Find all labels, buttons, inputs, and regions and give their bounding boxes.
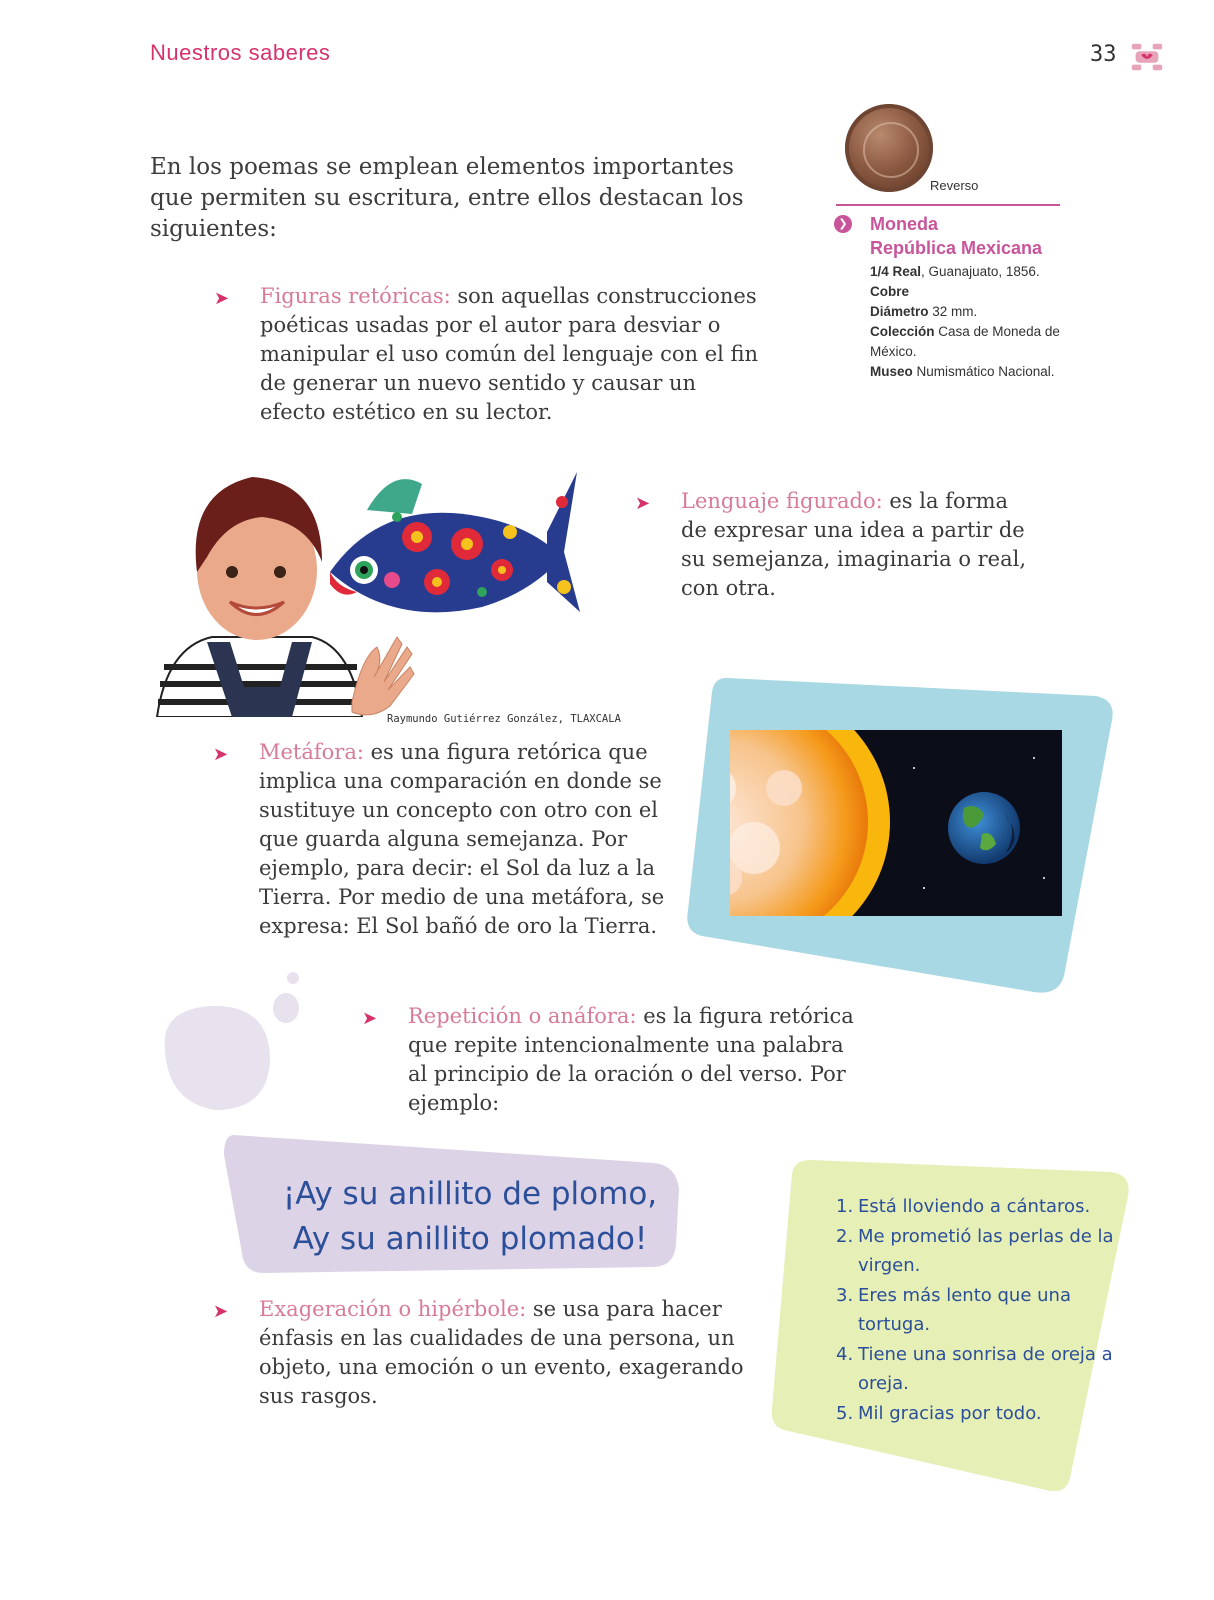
bullet-lenguaje-figurado: ➤ Lenguaje figurado: es la forma de expresar una idea a partir de su semejanza, imaginaria o real, con otra.: [635, 489, 1027, 600]
arrow-bullet-icon: ➤: [635, 493, 651, 514]
term-label: Metáfora:: [259, 740, 364, 764]
coin-side-label: Reverso: [930, 178, 979, 193]
coin-image: [845, 104, 933, 192]
illustration-caption: Raymundo Gutiérrez González, TLAXCALA: [387, 713, 621, 725]
example-verse: ¡Ay su anillito de plomo, Ay su anillito plomado!: [282, 1176, 658, 1257]
arrow-bullet-icon: ➤: [213, 744, 229, 765]
child-fish-illustration: [152, 462, 582, 717]
bullet-metafora: ➤ Metáfora: es una figura retórica que implica una comparación en donde se sustituye un concepto con otro con el que guarda alguna semejanza. Por ejemplo, para decir: el Sol da luz a la Tierra. Por medio de una metáfora, se expresa: El Sol bañó de oro la Tierra.: [213, 740, 665, 938]
page-number: 33: [1090, 42, 1117, 67]
thought-bubble-decoration: [160, 970, 310, 1115]
bullet-exageracion-hiperbole: ➤ Exageración o hipérbole: se usa para hacer énfasis en las cualidades de una persona, un objeto, una emoción o un evento, exagerando sus rasgos.: [213, 1297, 744, 1408]
list-item: 4. Tiene una sonrisa de oreja a oreja.: [836, 1343, 1113, 1394]
list-item: 5. Mil gracias por todo.: [836, 1402, 1042, 1424]
hyperbole-examples-list: [836, 1192, 1116, 1428]
divider: [836, 204, 1060, 206]
arrow-bullet-icon: ➤: [214, 288, 230, 309]
decorative-emblem-icon: [1128, 38, 1166, 76]
list-item: 1. Está lloviendo a cántaros.: [836, 1196, 1091, 1217]
term-label: Lenguaje figurado:: [681, 489, 883, 513]
chevron-right-icon: ❯: [834, 215, 852, 233]
term-label: Figuras retóricas:: [260, 284, 451, 308]
intro-paragraph: En los poemas se emplean elementos importantes que permiten su escritura, entre ellos destacan los siguientes:: [150, 154, 744, 242]
list-item: 3. Eres más lento que una tortuga.: [836, 1284, 1071, 1335]
term-label: Repetición o anáfora:: [408, 1004, 637, 1028]
arrow-bullet-icon: ➤: [362, 1008, 378, 1029]
bullet-figuras-retoricas: ➤ Figuras retóricas: son aquellas construcciones poéticas usadas por el autor para desviar o manipular el uso común del lenguaje con el fin de generar un nuevo sentido y causar un efecto estético en su lector.: [214, 284, 759, 424]
term-label: Exageración o hipérbole:: [259, 1297, 527, 1321]
coin-details: 1/4 Real, Guanajuato, 1856. Cobre Diámetro 32 mm. Colección Casa de Moneda de México. Museo Numismático Nacional.: [870, 264, 1060, 379]
fish-drawing: [330, 472, 580, 612]
arrow-bullet-icon: ➤: [213, 1301, 229, 1322]
section-title: Nuestros saberes: [150, 40, 331, 65]
list-item: 2. Me prometió las perlas de la virgen.: [836, 1225, 1114, 1276]
sun-earth-image: [684, 678, 1116, 998]
bullet-repeticion-anafora: ➤ Repetición o anáfora: es la figura retórica que repite intencionalmente una palabra al principio de la oración o del verso. Por ejemplo:: [362, 1004, 854, 1115]
coin-title: Moneda República Mexicana: [870, 214, 1043, 258]
